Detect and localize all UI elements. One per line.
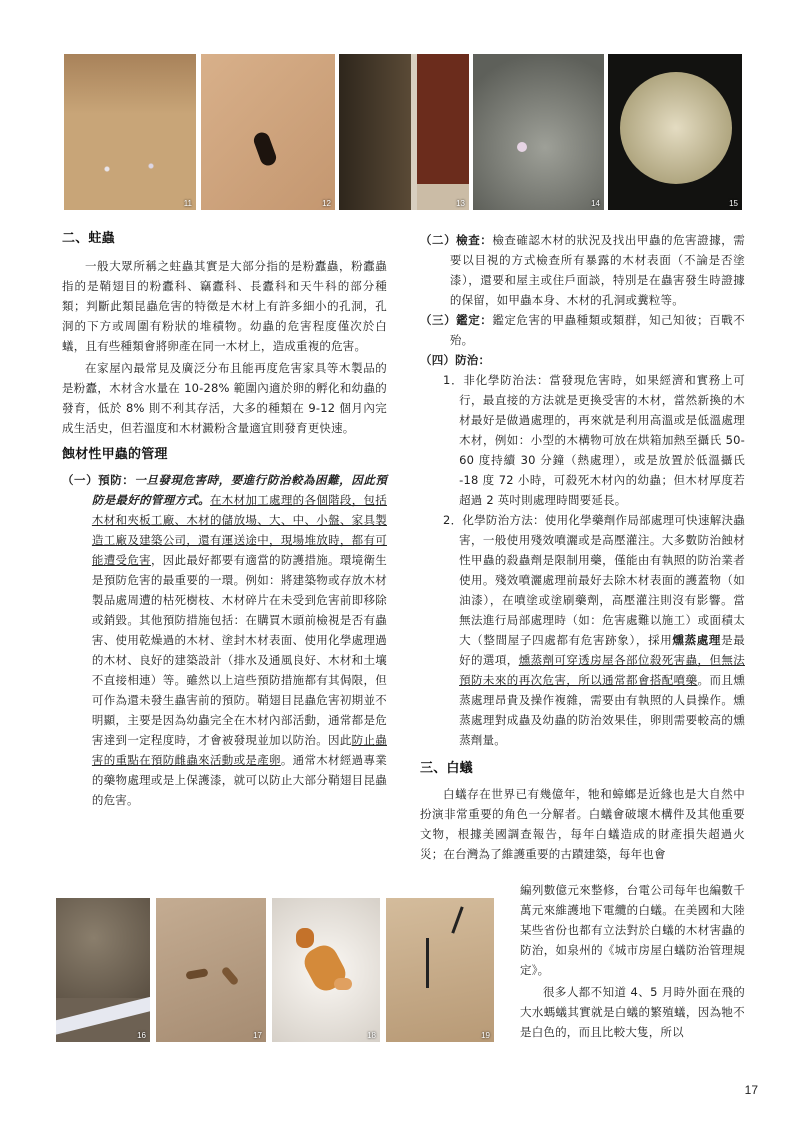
left-column bbox=[62, 228, 387, 810]
section-title-termites: 三、白蟻 bbox=[420, 761, 473, 776]
body-text: 2．化學防治方法：使用化學藥劑作局部處理可快速解決蟲害，一般使用殘效噴灑或是高壓灌注。大多數防治蝕材性甲蟲的殺蟲劑是限制用藥，僅能由有執照的防治業者使用。殘效噴灑處理前最好去除木材表面的護蓋物（如油漆），在噴塗或塗刷藥劑，高壓灌注則沒有影響。當無法進行局部處理時（如：危害處難以施工）或面積太大（整間屋子四處都有危害跡象），採用 bbox=[443, 513, 745, 647]
page-number: 17 bbox=[744, 1083, 758, 1097]
photo-number: 19 bbox=[481, 1031, 490, 1040]
photo-number: 15 bbox=[729, 199, 738, 208]
body-text: 是最好的選項， bbox=[459, 633, 745, 667]
paragraph: 編列數億元來整修，台電公司每年也編數千萬元來維護地下電纜的白蟻。在美國和大陸某些省份也都有立法對於白蟻的木材害蟲的防治，如泉州的《城市房屋白蟻防治管理規定》。 bbox=[520, 883, 745, 977]
prevention-item bbox=[62, 470, 387, 810]
paragraph: 白蟻存在世界已有幾億年，牠和蟑螂是近緣也是大自然中扮演非常重要的角色一分解者。白蟻會破壞木構件及其他重要文物，根據美國調查報告，每年白蟻造成的財產損失超過火災；在台灣為了維護重要的古蹟建築，每年也會 bbox=[420, 787, 745, 861]
prevention-heading: （一）預防： bbox=[62, 473, 135, 487]
emphasis-text: 一旦發現危害時，要進行防治較為困難，因此預防是最好的管理方式。 bbox=[91, 473, 388, 507]
inspection-item bbox=[420, 230, 745, 310]
photo-number: 12 bbox=[322, 199, 331, 208]
photo-number: 17 bbox=[253, 1031, 262, 1040]
body-text: ，因此最好都要有適當的防護措施。環境衛生是預防危害的最重要的一環。例如：將建築物或存放木材製品處周遭的枯死樹枝、木材碎片在未受到危害前即移除或銷毀。其他預防措施包括：在購買木頭前檢視是否有蟲害、使用乾燥過的木材、塗封木材表面、使用化學處理過的木材、良好的建築設計（排水及通風良好、木材和土壤不直接相連）等。雖然以上這些預防措施都有其侷限，但可作為還未發生蟲害前的預防。鞘翅目昆蟲危害初期並不明顯，主要是因為幼蟲完全在木材內部活動，通常都是危害達到一定程度時，才會被發現並加以防治。因此 bbox=[91, 553, 388, 747]
right-column bbox=[420, 230, 745, 864]
identification-item bbox=[420, 310, 745, 350]
photo-11 bbox=[64, 54, 196, 210]
photo-12 bbox=[201, 54, 335, 210]
inspection-heading: （二）檢查： bbox=[420, 233, 493, 247]
photo-15 bbox=[608, 54, 742, 210]
photo-17 bbox=[156, 898, 266, 1042]
control-method-1: 1．非化學防治法：當發現危害時，如果經濟和實務上可行，最直接的方法就是更換受害的木材，當然新換的木材最好是做過處理的，再來就是利用高溫或是低溫處理木材，例如：小型的木構物可放在烘箱加熱至攝氏 50-60 度持續 30 分鐘（熱處理），或是放置於低溫攝氏 -18 度 72 小時，可殺死木材內的幼蟲；但木材厚度若超過 2 英吋則處理時間要延長。 bbox=[443, 373, 745, 507]
paragraph: 一般大眾所稱之蛀蟲其實是大部分指的是粉蠹蟲，粉蠹蟲指的是鞘翅目的粉蠹科、竊蠹科、長蠹科和天牛科的部分種類；判斷此類昆蟲危害的特徵是木材上有許多細小的孔洞，孔洞的下方或周圍有粉狀的堆積物。幼蟲的危害程度僅次於白蟻，且有些種類會將卵產在同一木材上，造成重複的危害。 bbox=[62, 259, 387, 353]
control-method-2 bbox=[420, 510, 745, 750]
photo-13 bbox=[339, 54, 469, 210]
photo-14 bbox=[473, 54, 604, 210]
body-text: 檢查確認木材的狀況及找出甲蟲的危害證據，需要以目視的方式檢查所有暴露的木材表面（不論是否塗漆），還要和屋主或住戶面談，特別是在蟲害發生時證據的保留，如甲蟲本身、木材的孔洞或糞粒等。 bbox=[449, 233, 746, 307]
photo-18 bbox=[272, 898, 380, 1042]
underlined-text: 在木材加工處理的各個階段，包括木材和夾板工廠、木材的儲放場、大、中、小盤、家具製造工廠及建築公司，還有運送途中，現場堆放時，都有可能遭受危害 bbox=[91, 493, 388, 567]
control-heading: （四）防治： bbox=[420, 353, 491, 367]
photo-number: 11 bbox=[183, 199, 192, 208]
photo-number: 14 bbox=[591, 199, 600, 208]
photo-number: 13 bbox=[456, 199, 465, 208]
photo-19 bbox=[386, 898, 494, 1042]
section-title-beetles: 二、蛀蟲 bbox=[62, 231, 115, 246]
right-column-narrow bbox=[520, 880, 745, 1042]
bold-text: 燻蒸處理 bbox=[672, 633, 722, 647]
identification-heading: （三）鑑定： bbox=[420, 313, 493, 327]
underlined-text: 燻蒸劑可穿透房屋各部位殺死害蟲，但無法預防未來的再次危害，所以通常都會搭配噴藥 bbox=[459, 653, 745, 687]
body-text: 。通常木材經過專業的藥物處理或是上保護漆，就可以防止大部分鞘翅目昆蟲的危害。 bbox=[91, 753, 387, 807]
body-text: 。而且燻蒸處理昂貴及操作複雜，需要由有執照的人員操作。燻蒸處理對成蟲及幼蟲的防治效果佳，卵則需要較高的燻蒸劑量。 bbox=[459, 673, 745, 747]
body-text: 鑑定危害的甲蟲種類或類群，知己知彼；百戰不殆。 bbox=[449, 313, 746, 347]
photo-number: 18 bbox=[367, 1031, 376, 1040]
paragraph: 很多人都不知道 4、5 月時外面在飛的大水螞蟻其實就是白蟻的繁殖蟻，因為牠不是白色的，而且比較大隻，所以 bbox=[520, 985, 745, 1039]
underlined-text: 防止蟲害的重點在預防雌蟲來活動或是產卵 bbox=[91, 733, 387, 767]
paragraph: 在家屋內最常見及廣泛分布且能再度危害家具等木製品的是粉蠹，木材含水量在 10-28% 範圍內適於卵的孵化和幼蟲的發育，低於 8% 則不利其存活，大多的種類在 9-12 個月內完成生活史，但若溫度和木材澱粉含量適宜則發育更快速。 bbox=[62, 361, 387, 435]
photo-16 bbox=[56, 898, 150, 1042]
beetle-image bbox=[252, 130, 279, 167]
photo-number: 16 bbox=[137, 1031, 146, 1040]
subsection-title-management: 蝕材性甲蟲的管理 bbox=[62, 447, 168, 462]
